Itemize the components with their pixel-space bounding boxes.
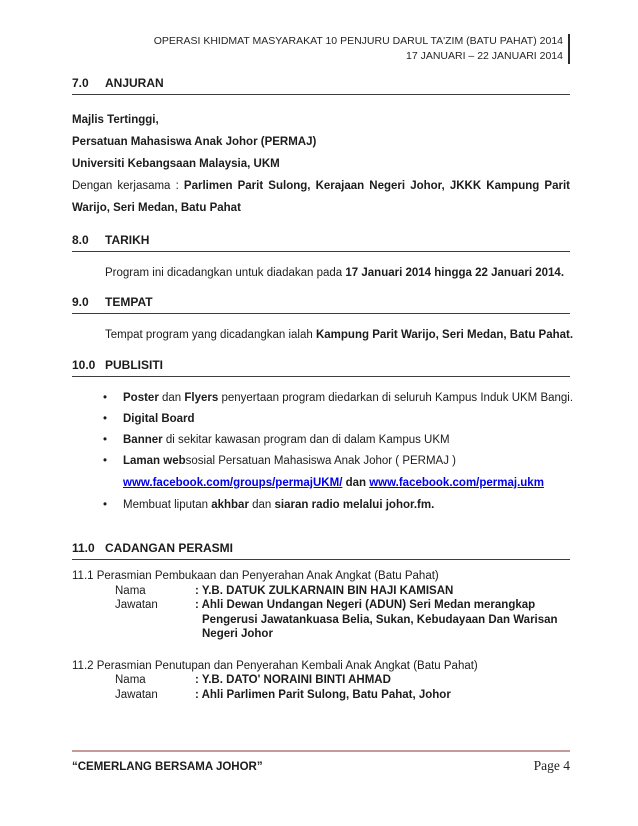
text-segment: Digital Board xyxy=(123,413,195,425)
text-segment: dan xyxy=(342,477,370,489)
text-segment: Parlimen Parit Sulong, Kerajaan Negeri Johor, JKKK Kampung Parit xyxy=(183,180,570,192)
jawatan-value xyxy=(195,598,558,642)
section-7-body xyxy=(72,109,570,219)
section-8-number: 8.0 xyxy=(72,233,89,247)
officiating-2-heading: 11.2 Perasmian Penutupan dan Penyerahan Kembali Anak Angkat (Batu Pahat) xyxy=(72,659,478,672)
section-8-heading xyxy=(72,233,570,252)
text-segment: Banner xyxy=(123,434,163,446)
anjuran-line-4 xyxy=(72,175,570,197)
bullet-item-digital-board xyxy=(72,412,570,426)
section-7-title: ANJURAN xyxy=(105,76,164,90)
facebook-page-link[interactable]: www.facebook.com/permaj.ukm xyxy=(369,477,544,489)
facebook-group-link[interactable]: www.facebook.com/groups/permajUKM/ xyxy=(123,477,343,489)
text-segment: Program ini dicadangkan untuk diadakan pada xyxy=(105,267,346,279)
section-8-title: TARIKH xyxy=(105,233,150,247)
section-10-title: PUBLISITI xyxy=(105,358,164,372)
page-number: Page 4 xyxy=(533,758,570,773)
section-9-heading xyxy=(72,295,570,314)
jawatan-label: Jawatan xyxy=(115,688,158,701)
text-segment: sosial Persatuan Mahasiswa Anak Johor ( PERMAJ ) xyxy=(185,455,457,467)
nama-value: : Y.B. DATUK ZULKARNAIN BIN HAJI KAMISAN xyxy=(195,584,454,597)
section-11-heading xyxy=(72,541,570,560)
section-11-number: 11.0 xyxy=(72,541,95,555)
officiating-2-jawatan-row xyxy=(72,688,570,703)
officiating-1-heading: 11.1 Perasmian Pembukaan dan Penyerahan Anak Angkat (Batu Pahat) xyxy=(72,570,439,582)
footer-rule-line xyxy=(72,750,570,752)
text-segment: siaran radio melalui johor.fm. xyxy=(274,499,435,511)
bullet-text xyxy=(123,433,450,447)
header-line-2: 17 JANUARI – 22 JANUARI 2014 xyxy=(406,50,563,62)
header-line-1: OPERASI KHIDMAT MASYARAKAT 10 PENJURU DARUL TA'ZIM (BATU PAHAT) 2014 xyxy=(153,35,563,47)
bullet-text xyxy=(123,454,544,491)
nama-label: Nama xyxy=(115,674,146,686)
officiating-item-2 xyxy=(72,659,570,703)
text-segment: dan xyxy=(248,499,275,511)
section-9-number: 9.0 xyxy=(72,295,89,309)
bullet-icon: • xyxy=(103,499,108,511)
publisiti-bullet-list xyxy=(72,391,574,512)
nama-label: Nama xyxy=(115,584,146,597)
footer-slogan: “CEMERLANG BERSAMA JOHOR” xyxy=(72,761,263,773)
bullet-icon: • xyxy=(103,455,108,467)
page-footer xyxy=(72,750,570,774)
anjuran-line-3: Universiti Kebangsaan Malaysia, UKM xyxy=(72,158,280,170)
bullet-text xyxy=(123,498,434,512)
text-segment: Dengan kerjasama : xyxy=(72,180,184,192)
bullet-text xyxy=(123,412,195,426)
jawatan-line-1: : Ahli Dewan Undangan Negeri (ADUN) Seri Medan merangkap xyxy=(195,599,536,611)
nama-value: : Y.B. DATO' NORAINI BINTI AHMAD xyxy=(195,674,391,686)
section-9-title: TEMPAT xyxy=(105,295,153,309)
text-segment: Membuat liputan xyxy=(123,499,212,511)
section-9-body xyxy=(72,328,574,342)
bullet-icon: • xyxy=(103,392,108,404)
section-10-heading xyxy=(72,358,570,377)
bullet-item-poster-flyers xyxy=(72,391,574,405)
officiating-1-jawatan-row xyxy=(72,598,570,642)
officiating-1-nama-row xyxy=(72,584,570,599)
text-segment: di sekitar kawasan program dan di dalam Kampus UKM xyxy=(162,434,450,446)
section-7-number: 7.0 xyxy=(72,76,89,90)
bullet-icon: • xyxy=(103,434,108,446)
section-8-body xyxy=(72,266,570,280)
jawatan-label: Jawatan xyxy=(115,599,158,611)
jawatan-value: : Ahli Parlimen Parit Sulong, Batu Pahat, Johor xyxy=(195,688,451,701)
bullet-text xyxy=(123,391,573,405)
section-11-title: CADANGAN PERASMI xyxy=(105,541,234,555)
text-segment: akhbar xyxy=(211,499,249,511)
bullet-item-laman-web xyxy=(72,454,570,491)
section-10-number: 10.0 xyxy=(72,358,96,372)
text-segment: 17 Januari 2014 hingga 22 Januari 2014. xyxy=(345,267,565,279)
text-segment: Laman web xyxy=(123,455,186,467)
bullet-item-liputan-media xyxy=(72,498,570,512)
text-segment: dan xyxy=(158,392,185,404)
officiating-2-nama-row xyxy=(72,673,570,688)
text-segment: penyertaan program diedarkan di seluruh Kampus Induk UKM Bangi. xyxy=(218,392,574,404)
jawatan-line-3: Negeri Johor xyxy=(202,628,273,640)
footer-row xyxy=(72,758,570,774)
officiating-item-1 xyxy=(72,569,570,642)
anjuran-line-5: Warijo, Seri Medan, Batu Pahat xyxy=(72,202,241,214)
document-header xyxy=(72,34,570,64)
anjuran-line-2: Persatuan Mahasiswa Anak Johor (PERMAJ) xyxy=(72,136,317,148)
bullet-icon: • xyxy=(103,413,108,425)
section-7-heading xyxy=(72,76,570,95)
bullet-item-banner xyxy=(72,433,570,447)
facebook-links-line xyxy=(123,476,544,491)
text-segment: Tempat program yang dicadangkan ialah xyxy=(105,329,316,341)
anjuran-line-1: Majlis Tertinggi, xyxy=(72,114,159,126)
text-segment: Poster xyxy=(123,392,159,404)
laman-web-line xyxy=(123,454,544,468)
text-segment: Kampung Parit Warijo, Seri Medan, Batu Pahat. xyxy=(315,329,574,341)
text-segment: Flyers xyxy=(184,392,219,404)
jawatan-line-2: Pengerusi Jawatankuasa Belia, Sukan, Kebudayaan Dan Warisan xyxy=(202,613,558,626)
